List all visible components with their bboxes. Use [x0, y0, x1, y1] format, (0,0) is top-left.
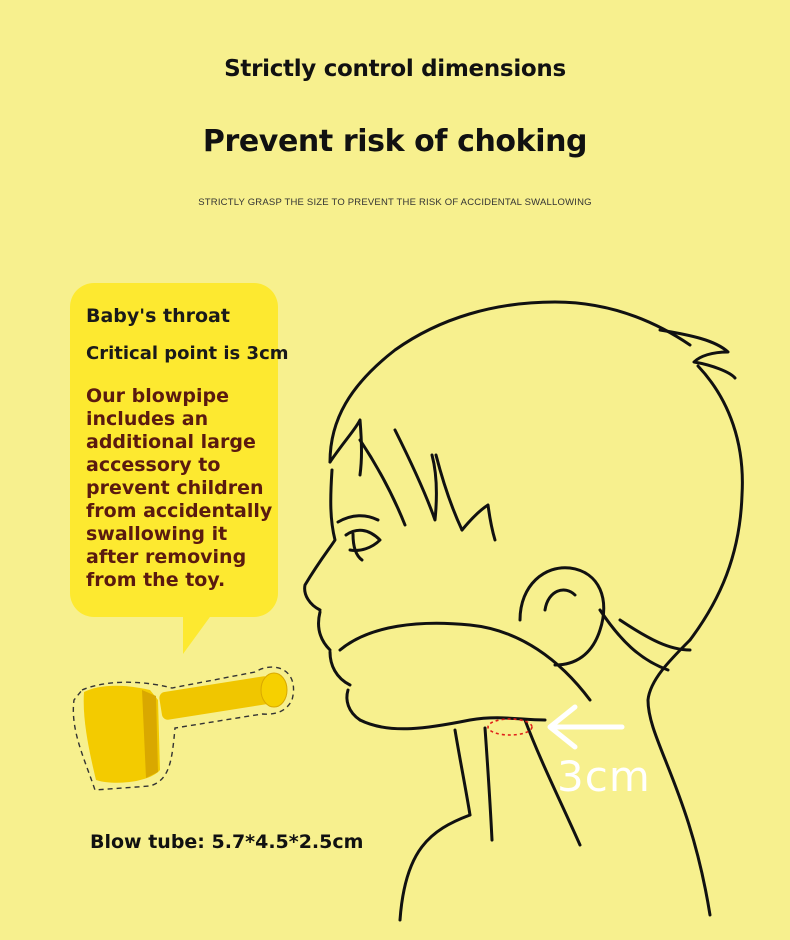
headline-primary: Strictly control dimensions [224, 56, 566, 82]
headline-secondary: Prevent risk of choking [202, 124, 588, 159]
blow-tube-spec: Blow tube: 5.7*4.5*2.5cm [90, 831, 364, 853]
callout-body: Our blowpipe includes an additional large accessory to prevent children from accidentally swallowing it after removing from the toy. [86, 385, 273, 591]
measurement-label: 3cm [557, 752, 651, 801]
subcaption: STRICTLY GRASP THE SIZE TO PREVENT THE RISK OF ACCIDENTAL SWALLOWING [198, 197, 592, 208]
callout-title: Baby's throat [86, 305, 230, 327]
callout-critical-point: Critical point is 3cm [86, 343, 289, 364]
